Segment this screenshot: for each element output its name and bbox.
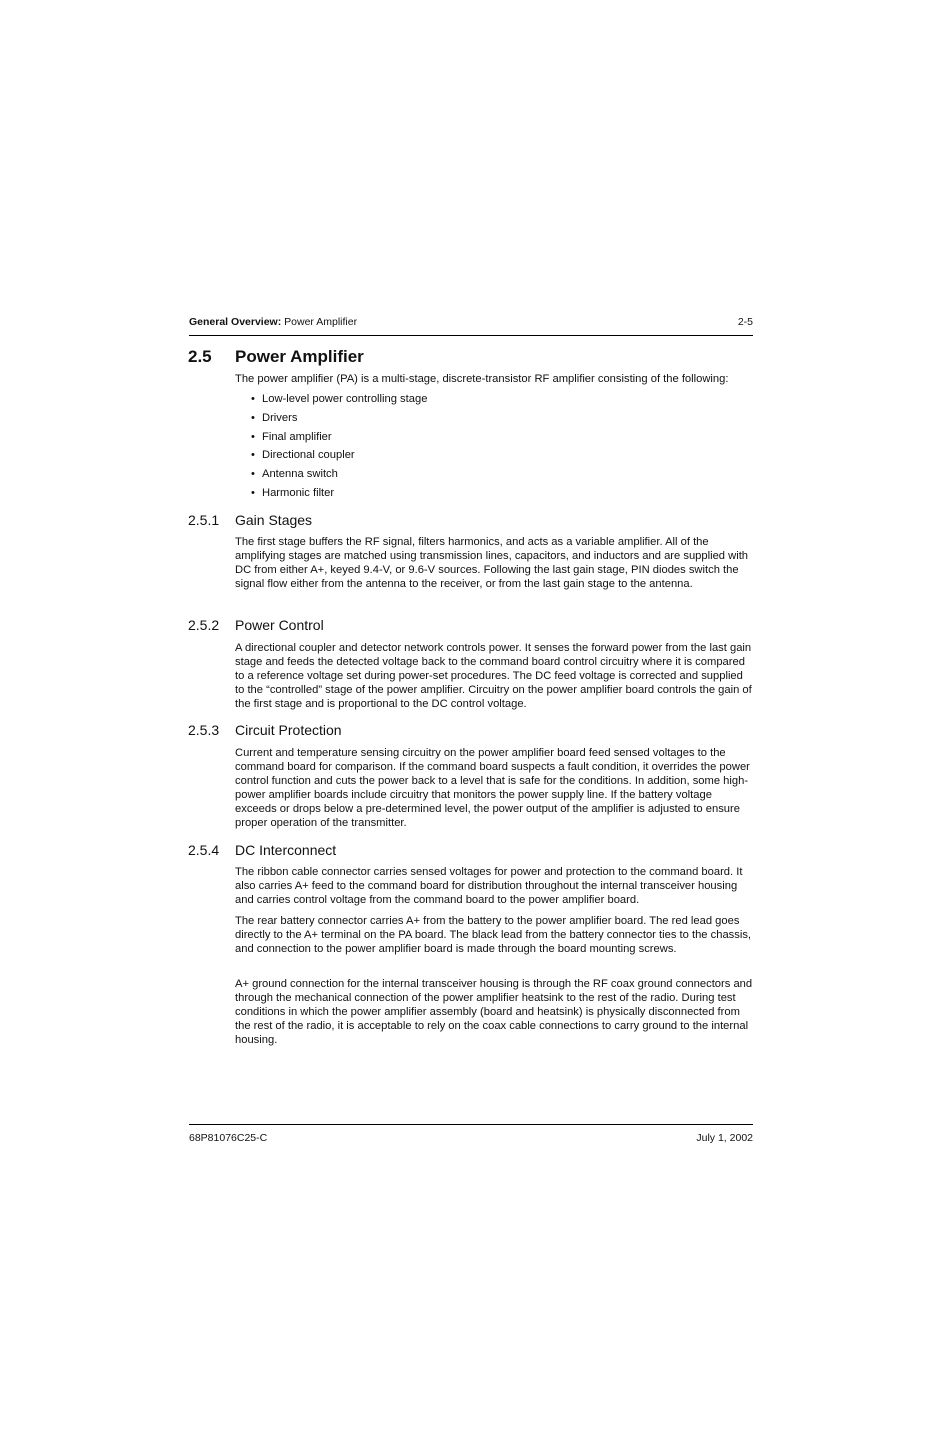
document-number: 68P81076C25-C [189,1132,268,1144]
bullet-icon: • [251,486,255,499]
list-item: • Antenna switch [251,468,338,481]
component-list [251,392,427,505]
circuit-protection-paragraph: Current and temperature sensing circuitry on the power amplifier board feed sensed voltages to the command board for comparison. If the command board suspects a fault condition, it overrides the power control function and cuts the power back to a level that is safe for the conditions. In addition, some high-power amplifier boards include circuitry that monitors the power supply line. If the battery voltage exceeds or drops below a pre-determined level, the power output of the amplifier is adjusted to ensure proper operation of the transmitter. [235,747,750,830]
dc-interconnect-paragraph-2: The rear battery connector carries A+ from the battery to the power amplifier board. The red lead goes directly to the A+ terminal on the PA board. The black lead from the battery connector ties to the chassis, and connection to the power amplifier board is made through the board mounting screws. [235,915,752,956]
list-item: • Drivers [251,411,298,424]
list-item: • Low-level power controlling stage [251,393,428,405]
gain-stages-paragraph: The first stage buffers the RF signal, filters harmonics, and acts as a variable amplifier. All of the amplifying stages are matched using transmission lines, capacitors, and inductors and are supplied with DC from either A+, keyed 9.4-V, or 9.6-V sources. Following the last gain stage, PIN diodes switch the signal flow either from the antenna to the receiver, or from the last gain stage to the antenna. [235,536,749,591]
header-page-number: 2-5 [737,316,753,328]
list-item: • Harmonic filter [251,486,335,499]
header-section: General Overview: [189,316,282,328]
section-title: Power Amplifier [235,347,364,366]
footer-divider [189,1124,753,1125]
header-title [189,316,357,328]
power-control-paragraph: A directional coupler and detector network controls power. It senses the forward power from the last gain stage and feeds the detected voltage back to the command board control circuitry where it is compared to a reference voltage set during power-set procedures. The DC feed voltage is corrected and supplied to the “controlled” stage of the power amplifier. Circuitry on the power amplifier board controls the gain of the first stage and is proportional to the DC control voltage. [235,642,752,711]
bullet-icon: • [251,411,255,424]
list-item: • Final amplifier [251,430,332,443]
section-intro: The power amplifier (PA) is a multi-stage, discrete-transistor RF amplifier consisting of the following: [235,373,729,385]
publication-date: July 1, 2002 [696,1132,753,1144]
header-divider [189,335,753,336]
header-topic: Power Amplifier [284,316,358,328]
section-number: 2.5 [188,347,212,366]
list-item: • Directional coupler [251,449,355,462]
bullet-icon: • [251,449,255,462]
bullet-icon: • [251,430,255,443]
dc-interconnect-paragraph-1: The ribbon cable connector carries sensed voltages for power and protection to the command board. It also carries A+ feed to the command board for distribution throughout the internal transceiver housing and carries control voltage from the command board to the power amplifier board. [235,866,743,907]
bullet-icon: • [251,468,255,481]
bullet-icon: • [251,393,255,405]
dc-interconnect-paragraph-3: A+ ground connection for the internal transceiver housing is through the RF coax ground connectors and through the mechanical connection of the power amplifier heatsink to the rest of the radio. During test conditions in which the power amplifier assembly (board and heatsink) is physically disconnected from the rest of the radio, it is acceptable to rely on the coax cable connections to carry ground to the internal housing. [235,978,753,1047]
